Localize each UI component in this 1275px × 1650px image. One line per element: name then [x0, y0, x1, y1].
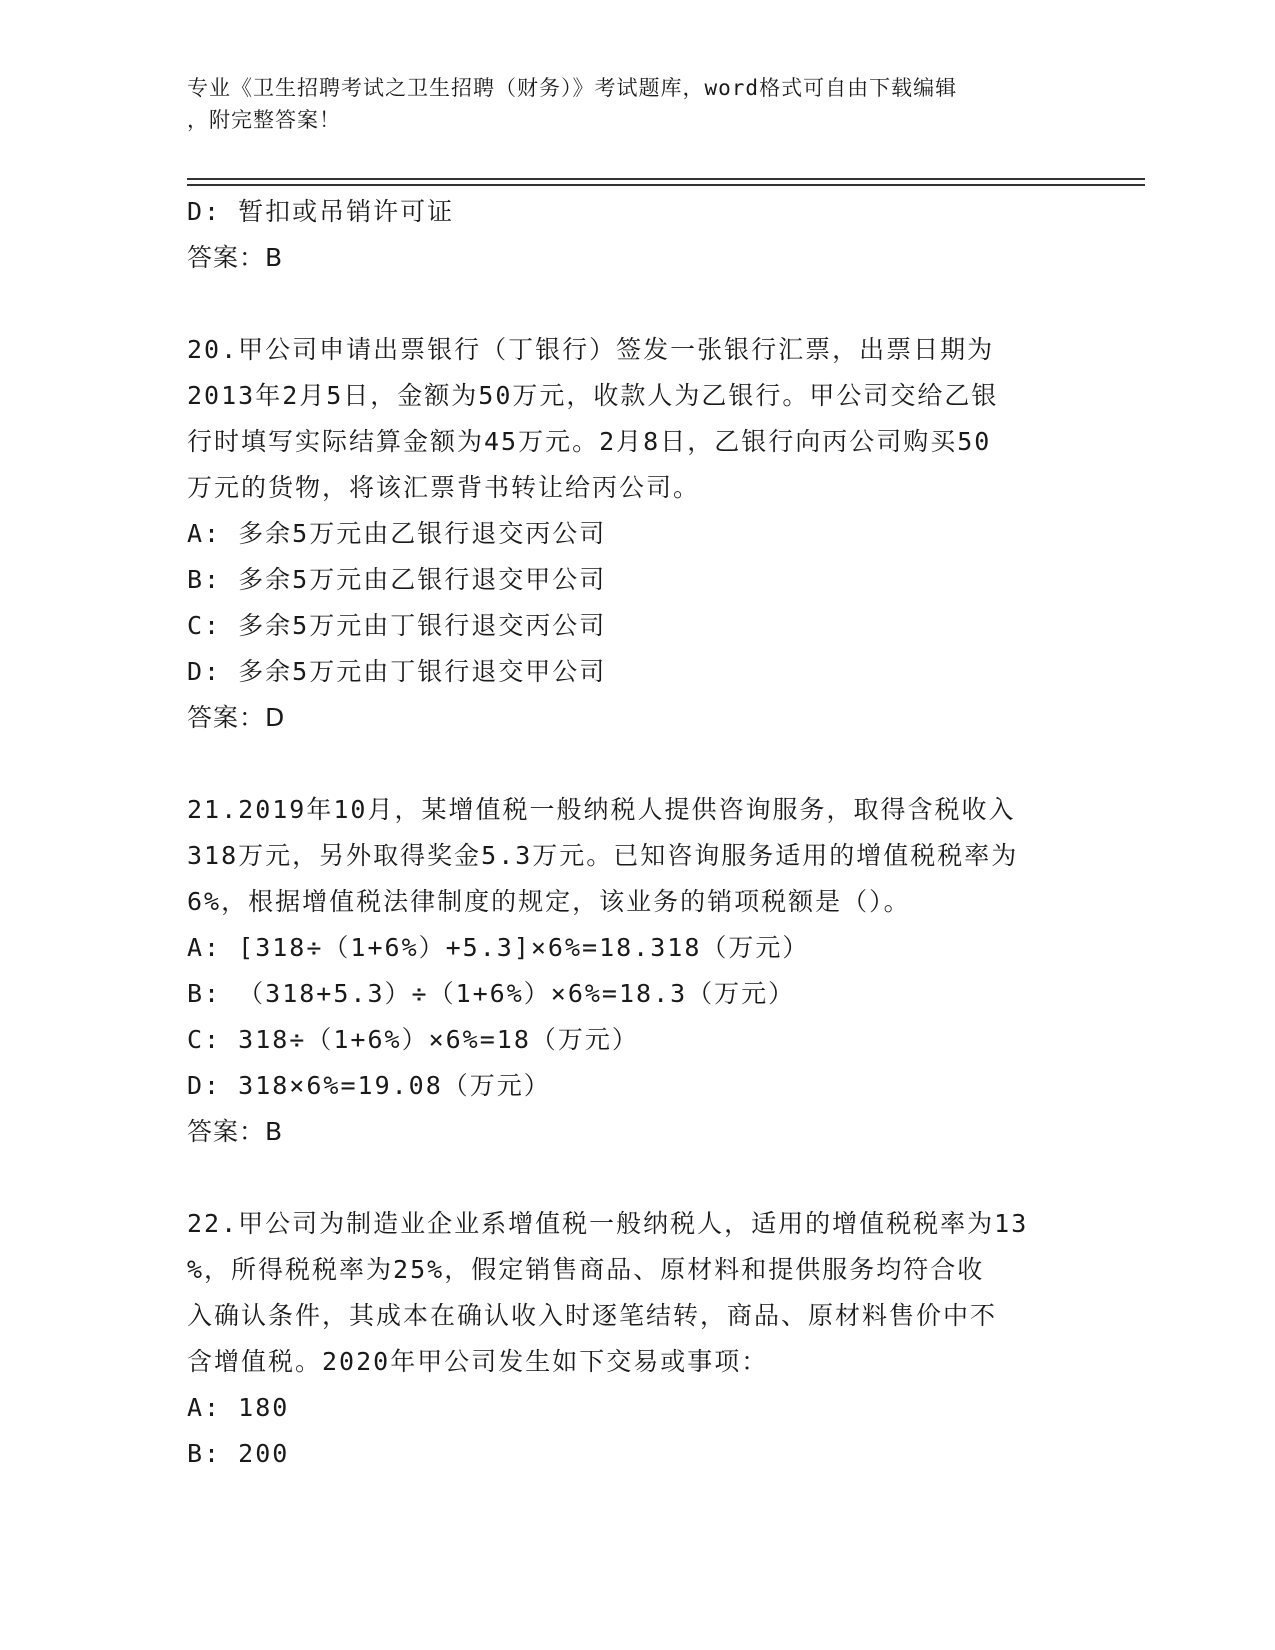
header-line-1: 专业《卫生招聘考试之卫生招聘（财务）》考试题库，word格式可自由下载编辑 [187, 76, 958, 100]
question-20 [187, 327, 1087, 741]
prev-question-answer: 答案：B [187, 243, 284, 272]
spacer [187, 281, 1087, 327]
document-header [187, 72, 1087, 136]
option-c: C: 多余5万元由丁银行退交丙公司 [187, 611, 607, 640]
spacer [187, 741, 1087, 787]
prev-question-option-d: D: 暂扣或吊销许可证 [187, 197, 455, 226]
option-d: D: 多余5万元由丁银行退交甲公司 [187, 657, 607, 686]
option-b: B: （318+5.3）÷（1+6%）×6%=18.3（万元） [187, 979, 796, 1008]
option-a: A: 多余5万元由乙银行退交丙公司 [187, 519, 607, 548]
option-b: B: 多余5万元由乙银行退交甲公司 [187, 565, 607, 594]
header-divider-bottom [187, 184, 1145, 186]
question-stem-line: 2013年2月5日，金额为50万元，收款人为乙银行。甲公司交给乙银 [187, 381, 999, 410]
option-d: D: 318×6%=19.08（万元） [187, 1071, 551, 1100]
spacer [187, 1155, 1087, 1201]
question-stem-line: 6%，根据增值税法律制度的规定，该业务的销项税额是（）。 [187, 887, 911, 916]
header-line-2: ，附完整答案！ [187, 108, 341, 132]
question-stem-line: 含增值税。2020年甲公司发生如下交易或事项： [187, 1347, 769, 1376]
answer-label: 答案：B [187, 1117, 284, 1146]
header-divider-top [187, 178, 1145, 180]
option-c: C: 318÷（1+6%）×6%=18（万元） [187, 1025, 639, 1054]
option-b: B: 200 [187, 1439, 290, 1468]
option-a: A: 180 [187, 1393, 290, 1422]
answer-label: 答案：D [187, 703, 286, 732]
document-body [187, 189, 1087, 1477]
question-stem-line: 22.甲公司为制造业企业系增值税一般纳税人，适用的增值税税率为13 [187, 1209, 1029, 1238]
question-21 [187, 787, 1087, 1155]
question-stem-line: 318万元，另外取得奖金5.3万元。已知咨询服务适用的增值税税率为 [187, 841, 1019, 870]
question-stem-line: %，所得税税率为25%，假定销售商品、原材料和提供服务均符合收 [187, 1255, 985, 1284]
question-22 [187, 1201, 1087, 1477]
option-a: A: [318÷（1+6%）+5.3]×6%=18.318（万元） [187, 933, 810, 962]
question-stem-line: 行时填写实际结算金额为45万元。2月8日，乙银行向丙公司购买50 [187, 427, 992, 456]
question-stem-line: 入确认条件，其成本在确认收入时逐笔结转，商品、原材料售价中不 [187, 1301, 998, 1330]
question-stem-line: 20.甲公司申请出票银行（丁银行）签发一张银行汇票，出票日期为 [187, 335, 995, 364]
question-stem-line: 21.2019年10月，某增值税一般纳税人提供咨询服务，取得含税收入 [187, 795, 1016, 824]
question-stem-line: 万元的货物，将该汇票背书转让给丙公司。 [187, 473, 701, 502]
